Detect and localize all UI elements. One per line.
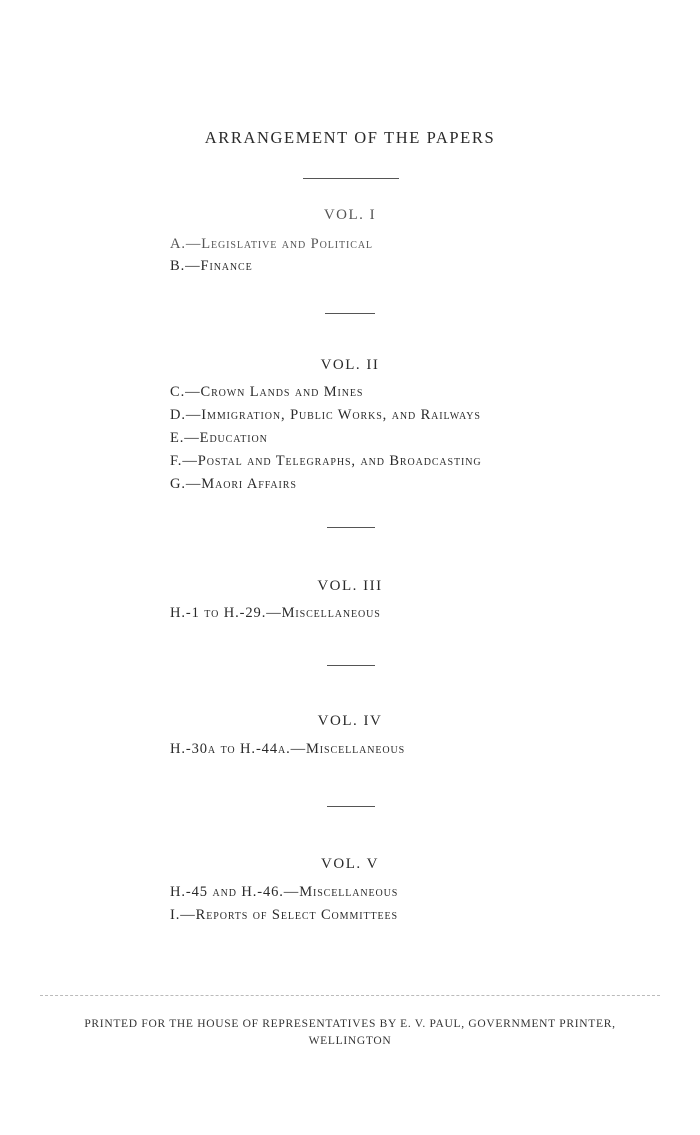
title-divider [303,178,399,179]
volume-3-heading: VOL. III [317,578,383,594]
volume-1-heading: VOL. I [323,207,377,223]
volume-3-entry: H.-1 to H.-29.—Miscellaneous [170,605,381,621]
volume-divider [327,806,375,807]
volume-2-entry: G.—Maori Affairs [170,476,297,492]
volume-divider [327,665,375,666]
volume-divider [327,527,375,528]
volume-2-entry: D.—Immigration, Public Works, and Railways [170,407,481,423]
printer-imprint-line-1: PRINTED FOR THE HOUSE OF REPRESENTATIVES BY E. V. PAUL, GOVERNMENT PRINTER, [84,1018,616,1030]
volume-5-entry: I.—Reports of Select Committees [170,907,398,923]
volume-divider [325,313,375,314]
volume-2-entry: C.—Crown Lands and Mines [170,384,364,400]
volume-4-heading: VOL. IV [317,713,383,729]
volume-4-entry: H.-30a to H.-44a.—Miscellaneous [170,741,406,757]
footer-divider [40,995,660,996]
volume-2-heading: VOL. II [320,357,380,373]
volume-1-entry: B.—Finance [170,258,253,274]
volume-5-entry: H.-45 and H.-46.—Miscellaneous [170,884,399,900]
volume-2-entry: E.—Education [170,430,268,446]
volume-2-entry: F.—Postal and Telegraphs, and Broadcasting [170,453,482,469]
volume-1-entry: A.—Legislative and Political [170,236,373,252]
page-title: ARRANGEMENT OF THE PAPERS [204,128,496,147]
volume-5-heading: VOL. V [321,856,379,872]
printer-imprint-line-2: WELLINGTON [308,1035,392,1047]
